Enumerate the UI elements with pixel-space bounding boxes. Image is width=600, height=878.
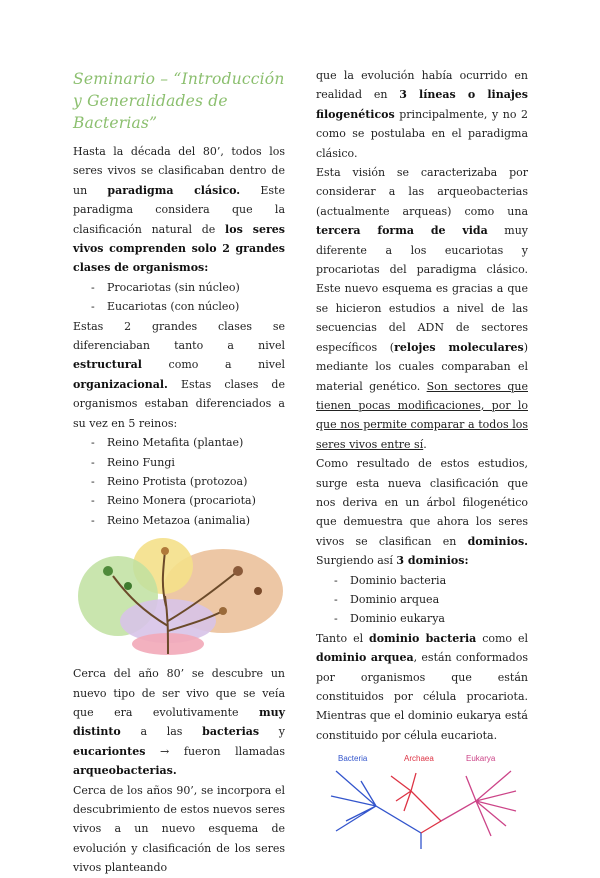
eukarya-label: Eukarya <box>466 754 496 764</box>
bold-text: estructural <box>73 358 142 372</box>
bold-text: dominio bacteria <box>369 631 477 645</box>
kingdom-list <box>73 433 285 530</box>
text: Como resultado de estos estudios, surge esta nueva clasificación que nos deriva en un árbol filogenético que demuestra que ahora los seres vivos se clasifican en <box>316 457 528 548</box>
text: Estas 2 grandes clases se diferenciaban tanto a nivel <box>73 319 285 353</box>
text: Tanto el <box>316 631 370 645</box>
organism-list <box>73 278 285 317</box>
text: muy diferente a los eucariotas y procariotas del paradigma clásico. Este nuevo esquema es gracias a que se hicieron estudios a nivel de las secuencias del ADN de sectores específicos ( <box>316 224 528 354</box>
text: Surgiendo así <box>316 554 397 568</box>
archaea-branches <box>391 773 441 833</box>
archaea-label: Archaea <box>404 754 434 764</box>
list-item: - Reino Metafita (plantae) <box>91 433 285 452</box>
page-title: Seminario – “Introducción y Generalidades de Bacterias” <box>73 70 285 132</box>
text: , están conformados por organismos que están constituidos por célula procariota. Mientras que el dominio eukarya está constituido por célula eucariota. <box>316 651 528 742</box>
list-item: - Dominio eukarya <box>334 609 528 628</box>
paragraph <box>316 454 528 570</box>
text: → fueron llamadas <box>145 744 285 758</box>
bold-text: los seres vivos comprenden solo 2 grandes clases de organismos: <box>73 222 285 275</box>
animal-icon <box>254 587 262 595</box>
bold-text: bacterias <box>202 725 260 739</box>
bold-text: relojes moleculares <box>394 340 524 354</box>
paragraph <box>316 163 528 454</box>
bacteria-branches <box>331 771 421 849</box>
list-item: - Procariotas (sin núcleo) <box>91 278 285 297</box>
paragraph <box>73 317 285 433</box>
bold-text: muy distinto <box>73 705 285 739</box>
left-column <box>73 66 285 878</box>
text: principalmente, y no 2 como se postulaba en el paradigma clásico. <box>316 107 528 160</box>
text: Estas clases de organismos estaban diferenciados a su vez en 5 reinos: <box>73 377 285 430</box>
phylogenetic-tree <box>316 751 528 851</box>
paragraph: Cerca de los años 90’, se incorpora el descubrimiento de estos nuevos seres vivos a un nuevo esquema de evolución y clasificación de los seres vivos planteando <box>73 783 285 875</box>
bold-text: dominio arquea <box>316 651 414 665</box>
five-kingdoms-illustration <box>73 536 285 656</box>
list-item: - Reino Metazoa (animalia) <box>91 511 285 530</box>
bold-text: organizacional. <box>73 377 168 391</box>
text: Esta visión se caracterizaba por considerar a las arqueobacterias (actualmente arqueas) como una <box>316 166 528 218</box>
bold-text: 3 líneas o linajes filogenéticos <box>316 88 528 121</box>
list-item: - Dominio arquea <box>334 590 528 609</box>
eukarya-branches <box>441 771 516 836</box>
list-item: - Reino Fungi <box>91 453 285 472</box>
mushroom-icon <box>161 547 169 555</box>
text: que la evolución había ocurrido en realidad en <box>316 69 528 102</box>
bold-text: eucariontes <box>73 744 146 758</box>
underlined-text: Son sectores que tienen pocas modificaciones, por lo que nos permite comparar a todos los seres vivos entre sí <box>316 379 528 451</box>
paragraph <box>316 66 528 163</box>
text: como el <box>476 631 528 645</box>
paragraph <box>73 142 285 278</box>
text: a las <box>120 725 203 739</box>
plant-icon <box>124 582 132 590</box>
text: . <box>423 437 427 451</box>
bold-text: arqueobacterias. <box>73 764 177 778</box>
text: ) mediante los cuales comparaban el material genético. <box>316 340 528 393</box>
text: como a nivel <box>141 358 285 372</box>
animal-icon <box>219 607 227 615</box>
list-item: - Dominio bacteria <box>334 571 528 590</box>
list-item: - Eucariotas (con núcleo) <box>91 297 285 316</box>
right-column <box>316 66 528 859</box>
bold-text: tercera forma de vida <box>316 224 488 238</box>
text: Cerca del año 80’ se descubre un nuevo tipo de ser vivo que se veía que era evolutivamente <box>73 667 285 719</box>
animal-icon <box>233 566 243 576</box>
plant-icon <box>103 566 113 576</box>
bold-text: paradigma clásico. <box>107 183 241 197</box>
text: Hasta la década del 80’, todos los seres vivos se clasificaban dentro de un <box>73 145 285 197</box>
paragraph <box>316 629 528 745</box>
bacteria-label: Bacteria <box>338 754 368 764</box>
domain-list <box>316 571 528 629</box>
text: Este paradigma considera que la clasificación natural de <box>73 183 285 236</box>
text: y <box>259 725 285 739</box>
bold-text: dominios. <box>467 534 528 548</box>
paragraph <box>73 664 285 780</box>
list-item: - Reino Monera (procariota) <box>91 491 285 510</box>
list-item: - Reino Protista (protozoa) <box>91 472 285 491</box>
bold-text: 3 dominios: <box>396 554 469 568</box>
